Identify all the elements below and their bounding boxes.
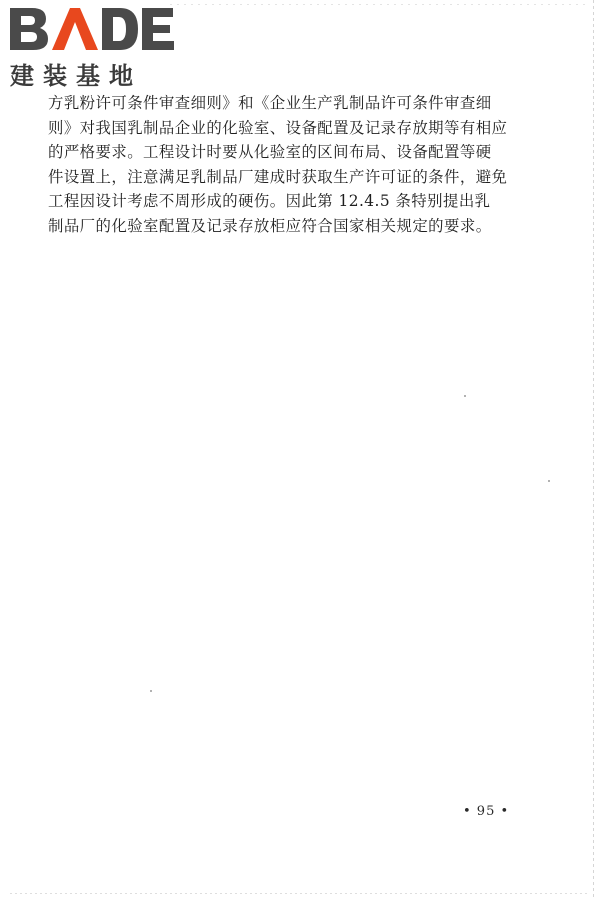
scan-edge-top xyxy=(170,4,590,5)
text-line: 则》对我国乳制品企业的化验室、设备配置及记录存放期等有相应 xyxy=(48,118,508,137)
body-paragraph xyxy=(48,91,528,239)
text-line: 的严格要求。工程设计时要从化验室的区间布局、设备配置等硬 xyxy=(48,143,492,162)
text-line: 件设置上，注意满足乳制品厂建成时获取生产许可证的条件，避免 xyxy=(48,167,508,186)
bade-logo xyxy=(8,4,176,90)
logo-subtitle: 建装基地 xyxy=(10,62,142,90)
text-line: 工程因设计考虑不周形成的硬伤。因此第 12.4.5 条特别提出乳 xyxy=(48,192,491,211)
bade-logo-mark xyxy=(8,4,176,54)
scan-edge-right xyxy=(593,0,594,900)
scan-edge-bottom xyxy=(10,893,590,894)
text-line: 方乳粉许可条件审查细则》和《企业生产乳制品许可条件审查细 xyxy=(48,94,492,112)
text-line: 制品厂的化验室配置及记录存放柜应符合国家相关规定的要求。 xyxy=(48,216,492,235)
page-number: • 95 • xyxy=(463,804,510,819)
